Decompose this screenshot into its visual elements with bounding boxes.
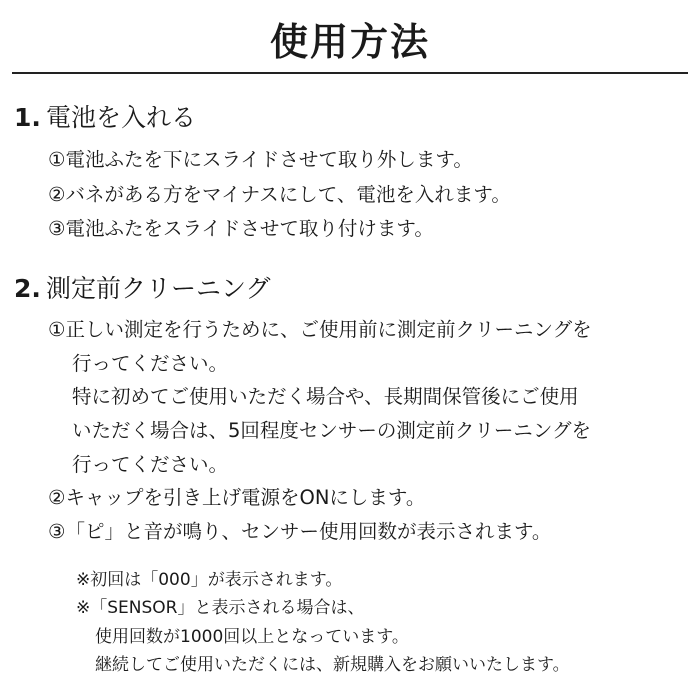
section-2-line-4: いただく場合は、5回程度センサーの測定前クリーニングを	[72, 419, 592, 442]
section-2-step-3: ③「ピ」と音が鳴り、センサー使用回数が表示されます。	[48, 520, 552, 543]
page-title: 使用方法	[269, 20, 430, 64]
section-2-line-3: 特に初めてご使用いただく場合や、長期間保管後にご使用	[72, 385, 579, 408]
note-3: 使用回数が1000回以上となっています。	[95, 627, 409, 647]
section-1-step-2: ②バネがある方をマイナスにして、電池を入れます。	[48, 183, 511, 206]
section-1-title: 電池を入れる	[46, 103, 197, 132]
section-1-number: 1.	[14, 103, 41, 132]
note-1: ※初回は「000」が表示されます。	[76, 570, 343, 590]
section-1-step-3: ③電池ふたをスライドさせて取り付けます。	[48, 217, 434, 240]
note-4: 継続してご使用いただくには、新規購入をお願いいたします。	[95, 655, 570, 675]
note-2: ※「SENSOR」と表示される場合は、	[76, 598, 365, 618]
section-2-step-2: ②キャップを引き上げ電源をONにします。	[48, 486, 426, 509]
section-2-line-2: 行ってください。	[72, 352, 229, 375]
section-2-line-5: 行ってください。	[72, 453, 229, 476]
title-divider	[12, 72, 688, 74]
section-2-line-1: ①正しい測定を行うために、ご使用前に測定前クリーニングを	[48, 318, 592, 341]
section-1-step-1: ①電池ふたを下にスライドさせて取り外します。	[48, 148, 473, 171]
section-2-heading	[14, 272, 271, 306]
section-2-title: 測定前クリーニング	[46, 274, 271, 303]
section-1-heading	[14, 101, 196, 135]
section-2-number: 2.	[14, 274, 41, 303]
